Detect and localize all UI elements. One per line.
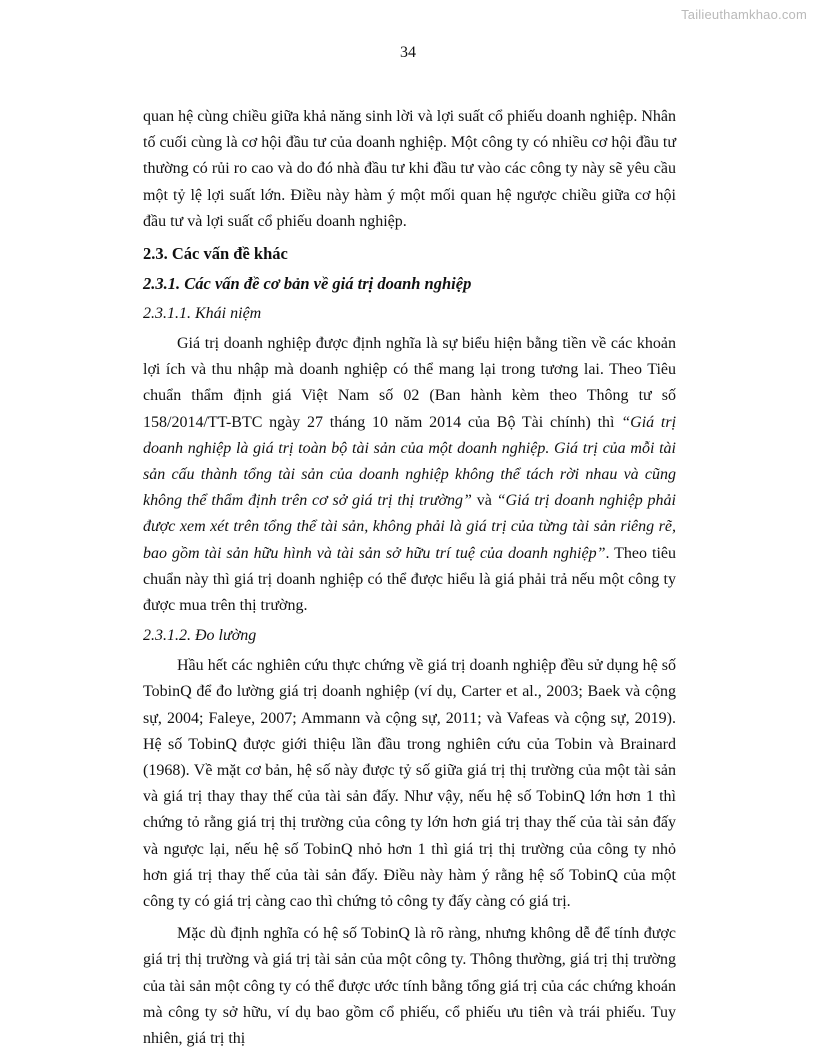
section-heading-2-3: 2.3. Các vấn đề khác [143,244,288,264]
definition-quote-2: “Giá trị doanh nghiệp phải được xem xét trên tổng thể tài sản, không phải là giá trị của từng tài sản riêng rẽ, bao gồm tài sản hữu hình và tài sản sở hữu trí tuệ của doanh nghiệp” [143,492,676,562]
definition-intro: Giá trị doanh nghiệp được định nghĩa là sự biểu hiện bằng tiền về các khoản lợi ích và thu nhập mà doanh nghiệp có thể mang lại trong tương lai. Theo Tiêu chuẩn thẩm định giá Việt Nam số 02 (Ban hành kèm theo Thông tư số 158/2014/TT-BTC ngày 27 tháng 10 năm 2014 của Bộ Tài chính) thì [143,335,676,431]
document-body [143,104,676,1052]
subsubsection-heading-2-3-1-2: 2.3.1.2. Đo lường [143,627,257,645]
watermark: Tailieuthamkhao.com [681,7,807,22]
definition-connector: và [471,492,497,510]
definition-quote-1: “Giá trị doanh nghiệp là giá trị toàn bộ tài sản của một doanh nghiệp. Giá trị của mỗi tài sản cấu thành tổng tài sản của doanh nghiệp không thể tách rời nhau và cũng không thể thẩm định trên cơ sở giá trị thị trường” [143,413,677,510]
definition-outro: . Theo tiêu chuẩn này thì giá trị doanh nghiệp có thể được hiểu là giá phải trả nếu một công ty được mua trên thị trường. [143,544,677,615]
paragraph-tobinq-limitations: Mặc dù định nghĩa có hệ số TobinQ là rõ ràng, nhưng không dễ để tính được giá trị thị trường và giá trị tài sản của một công ty. Thông thường, giá trị thị trường của tài sản một công ty có thể được ước tính bằng tổng giá trị của các chứng khoán mà công ty sở hữu, ví dụ bao gồm cổ phiếu, cổ phiếu ưu tiên và trái phiếu. Tuy nhiên, giá trị thị [143,925,676,1048]
paragraph-definition [143,331,676,619]
subsubsection-heading-2-3-1-1: 2.3.1.1. Khái niệm [143,305,262,323]
subsection-heading-2-3-1: 2.3.1. Các vấn đề cơ bản về giá trị doanh nghiệp [143,274,472,294]
paragraph-measurement: Hầu hết các nghiên cứu thực chứng về giá trị doanh nghiệp đều sử dụng hệ số TobinQ để đo lường giá trị doanh nghiệp (ví dụ, Carter et al., 2003; Baek và cộng sự, 2004; Faleye, 2007; Ammann và cộng sự, 2011; và Vafeas và cộng sự, 2019). Hệ số TobinQ được giới thiệu lần đầu trong nghiên cứu của Tobin và Brainard (1968). Về mặt cơ bản, hệ số này được tỷ số giữa giá trị thị trường của một tài sản và giá trị thay thay thế của tài sản đấy. Như vậy, nếu hệ số TobinQ lớn hơn 1 thì chứng tỏ rằng giá trị thị trường của công ty lớn hơn giá trị thay thế của tài sản đấy và ngược lại, nếu hệ số TobinQ nhỏ hơn 1 thì giá trị thị trường của công ty nhỏ hơn giá trị thay thế của tài sản đấy. Điều này hàm ý rằng hệ số TobinQ của một công ty có giá trị càng cao thì chứng tỏ công ty đấy càng có giá trị. [143,657,676,911]
paragraph-continued: quan hệ cùng chiều giữa khả năng sinh lời và lợi suất cổ phiếu doanh nghiệp. Nhân tố cuối cùng là cơ hội đầu tư của doanh nghiệp. Một công ty có nhiều cơ hội đầu tư thường có rủi ro cao và do đó nhà đầu tư khi đầu tư vào các công ty này sẽ yêu cầu một tỷ lệ lợi suất lớn. Điều này hàm ý một mối quan hệ ngược chiều giữa cơ hội đầu tư và lợi suất cổ phiếu doanh nghiệp. [143,108,676,230]
page-number: 34 [400,44,416,61]
